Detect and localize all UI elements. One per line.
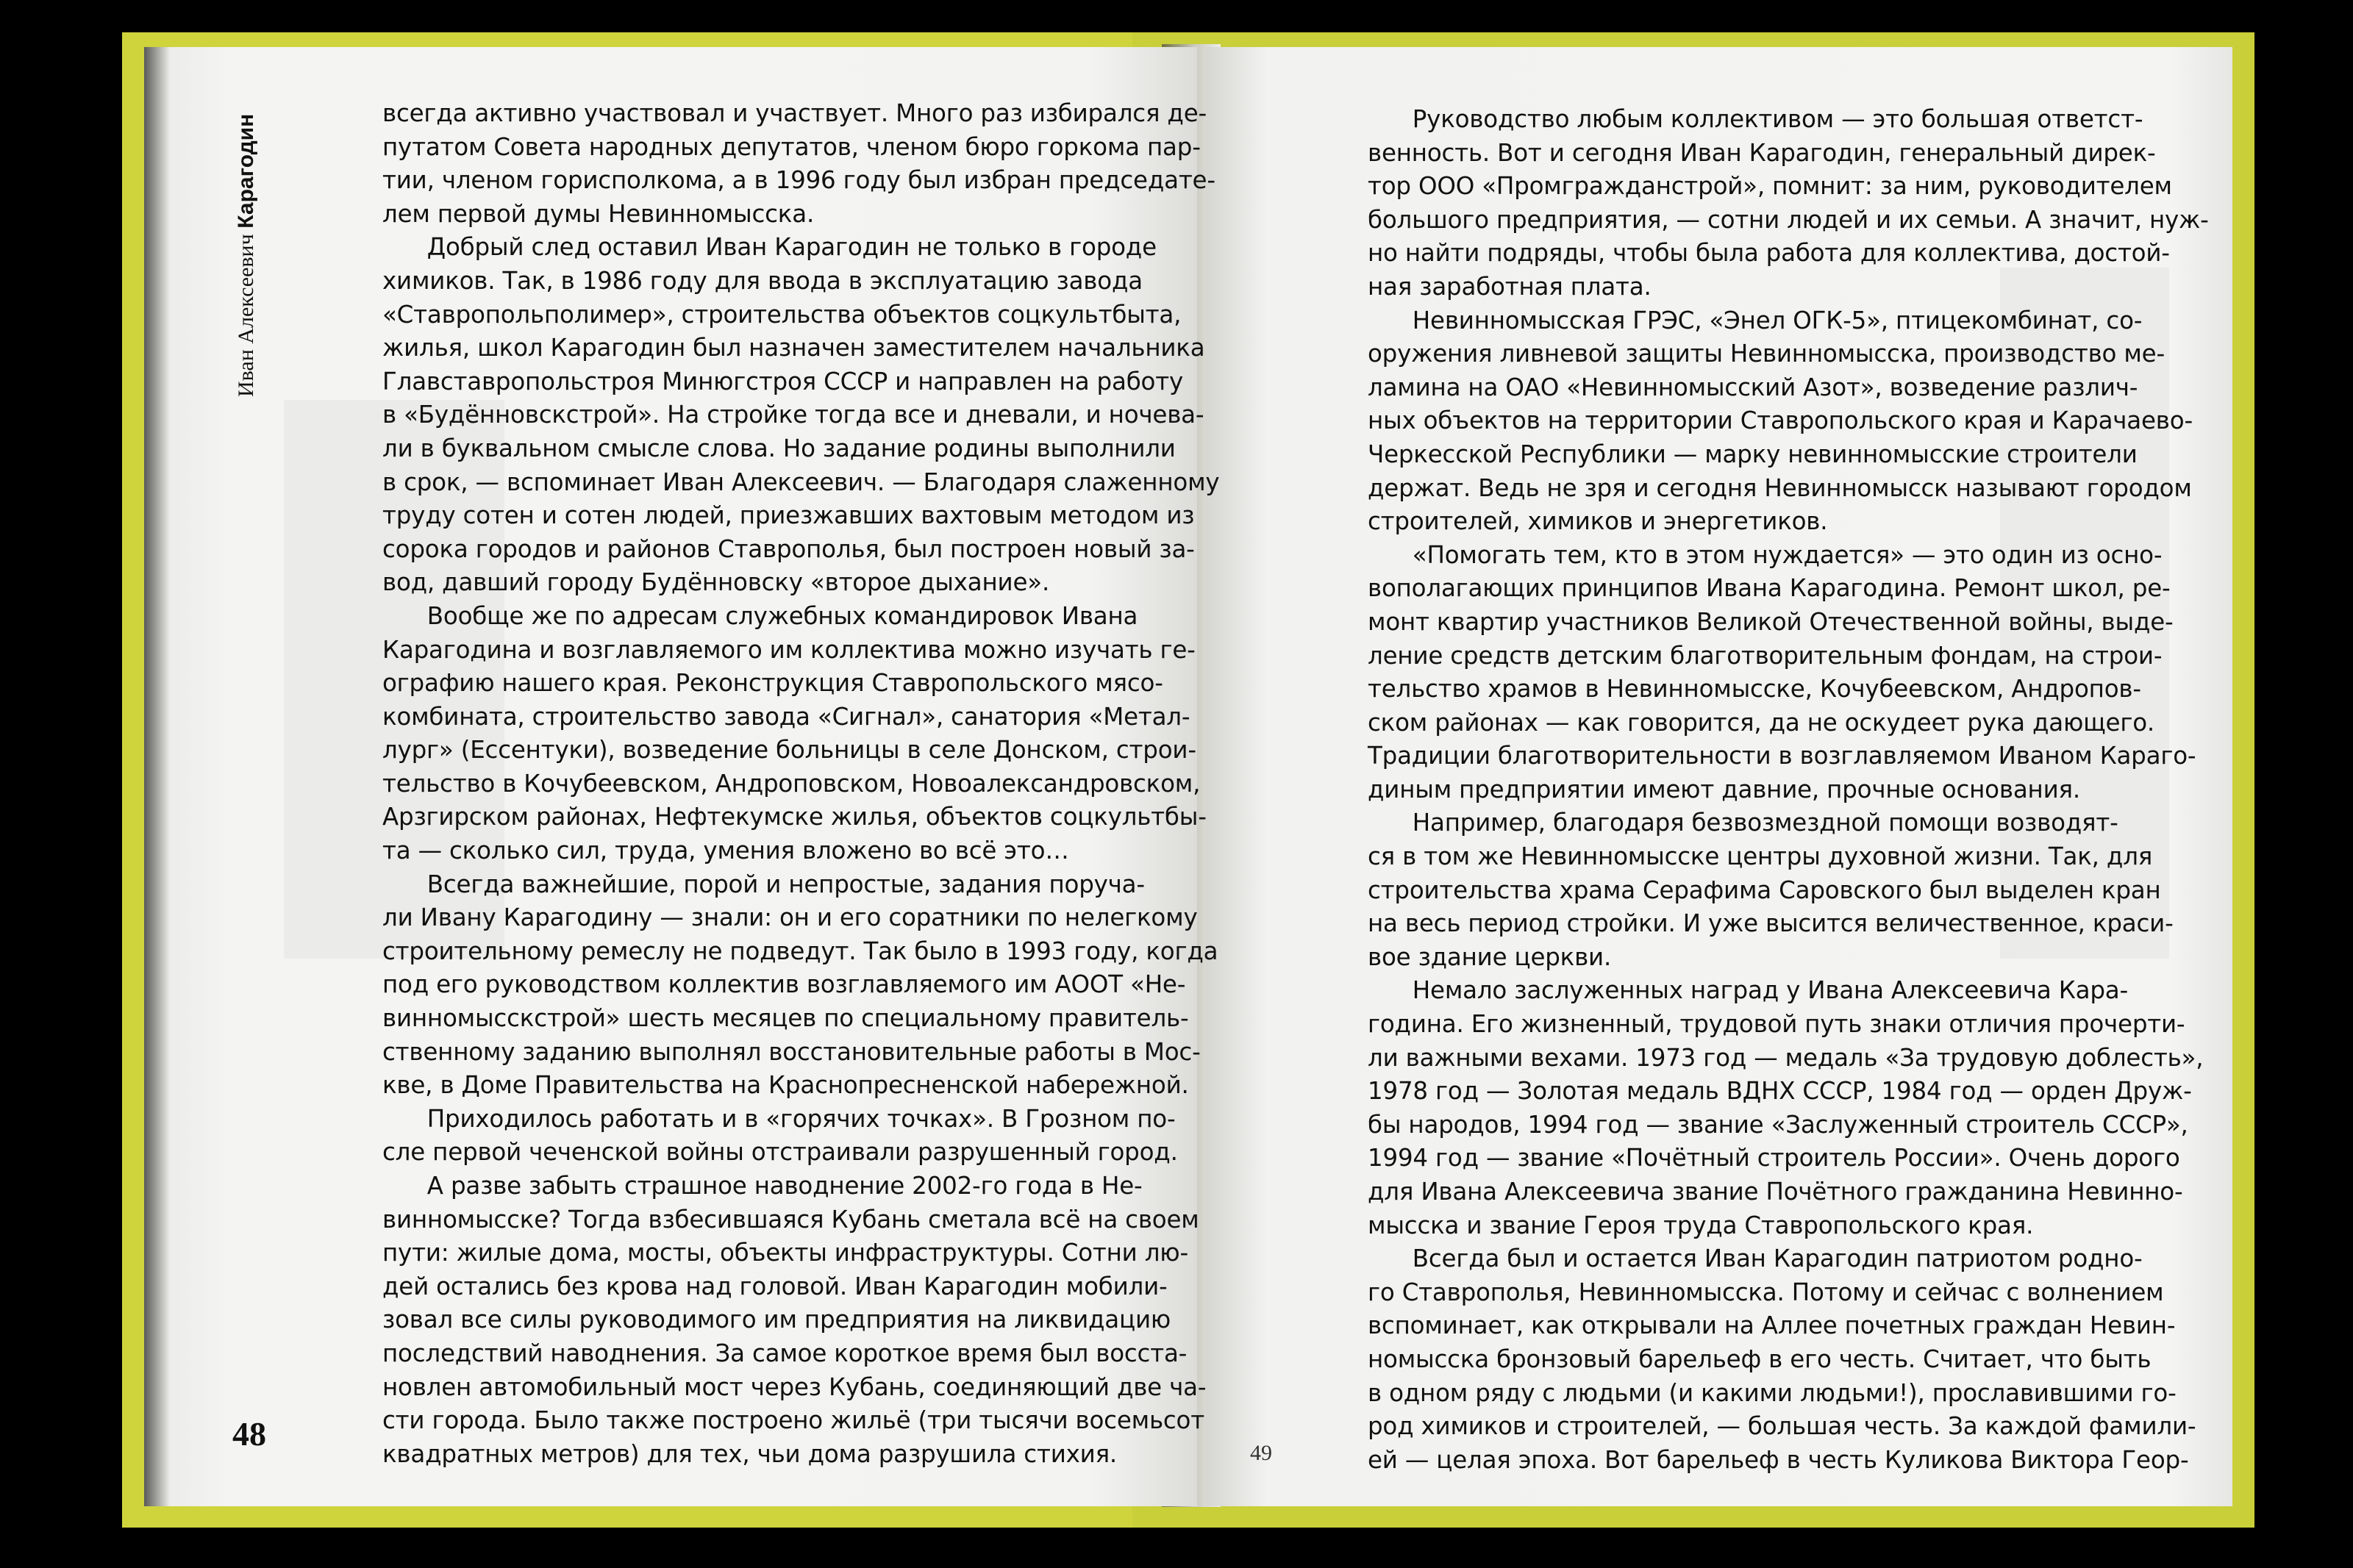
left-page-text (382, 97, 1219, 1471)
running-header (234, 114, 259, 397)
text-line: строительному ремеслу не подведут. Так было в 1993 году, когда (382, 937, 1218, 965)
text-line: большого предприятия, — сотни людей и их семьи. А значит, нуж- (1368, 205, 2209, 234)
text-line: на весь период стройки. И уже высится величественное, краси- (1368, 909, 2174, 938)
text-line: пути: жилые дома, мосты, объекты инфраструктуры. Сотни лю- (382, 1239, 1188, 1267)
text-line: в срок, — вспоминает Иван Алексеевич. — Благодаря слаженному (382, 468, 1220, 496)
text-line: ламина на ОАО «Невинномысский Азот», возведение различ- (1368, 373, 2138, 401)
text-line: жилья, школ Карагодин был назначен заместителем начальника (382, 334, 1205, 362)
text-line: Например, благодаря безвозмездной помощи возводят- (1368, 809, 2118, 837)
text-line: Черкесской Республики — марку невинномысские строители (1368, 440, 2138, 468)
header-author-surname: Карагодин (234, 113, 258, 229)
text-line: ографию нашего края. Реконструкция Ставропольского мясо- (382, 669, 1163, 698)
text-line: ли в буквальном смысле слова. Но задание родины выполнили (382, 434, 1176, 462)
text-line: тельство в Кочубеевском, Андроповском, Новоалександровском, (382, 769, 1201, 798)
text-line: ление средств детским благотворительным фондам, на строи- (1368, 641, 2163, 670)
text-line: под его руководством коллектив возглавляемого им АООТ «Не- (382, 970, 1186, 999)
text-line: последствий наводнения. За самое короткое время был восста- (382, 1339, 1188, 1367)
text-line: Вообще же по адресам служебных командировок Ивана (382, 601, 1138, 630)
text-line: оружения ливневой защиты Невинномысска, производство ме- (1368, 340, 2165, 368)
text-line: лем первой думы Невинномысска. (382, 199, 815, 228)
text-line: тор ООО «Промгражданстрой», помнит: за ним, руководителем (1368, 172, 2172, 201)
text-line: Немало заслуженных наград у Ивана Алексеевича Кара- (1368, 976, 2129, 1005)
text-line: диным предприятии имеют давние, прочные основания. (1368, 775, 2080, 803)
text-line: Руководство любым коллективом — это большая ответст- (1368, 105, 2143, 133)
right-page-text (1368, 103, 2209, 1477)
text-line: ственному заданию выполнял восстановительные работы в Мос- (382, 1037, 1201, 1066)
text-line: но найти подряды, чтобы была работа для коллектива, достой- (1368, 239, 2170, 268)
text-line: винномысскстрой» шесть месяцев по специальному правитель- (382, 1004, 1189, 1033)
left-page-edge (144, 47, 169, 1506)
text-line: зовал все силы руководимого им предприятия на ликвидацию (382, 1306, 1171, 1334)
text-line: кве, в Доме Правительства на Краснопресненской набережной. (382, 1071, 1189, 1100)
text-line: 1994 год — звание «Почётный строитель России». Очень дорого (1368, 1144, 2180, 1173)
page-number-left: 48 (232, 1415, 266, 1453)
text-line: Главставропольстроя Минюгстроя СССР и направлен на работу (382, 367, 1183, 395)
text-line: новлен автомобильный мост через Кубань, соединяющий две ча- (382, 1372, 1207, 1401)
text-line: держат. Ведь не зря и сегодня Невинномысск называют городом (1368, 473, 2192, 502)
text-line: ей — целая эпоха. Вот барельеф в честь Куликова Виктора Геор- (1368, 1445, 2189, 1474)
text-line: ском районах — как говорится, да не оскудеет рука дающего. (1368, 708, 2155, 737)
text-line: вод, давший городу Будённовску «второе дыхание». (382, 568, 1050, 597)
text-line: тии, членом горисполкома, а в 1996 году был избран председате- (382, 166, 1215, 195)
text-line: Всегда важнейшие, порой и непростые, задания поруча- (382, 870, 1145, 898)
text-line: ных объектов на территории Ставропольского края и Карачаево- (1368, 407, 2193, 435)
text-line: вое здание церкви. (1368, 942, 1612, 971)
text-line: винномысске? Тогда взбесившаяся Кубань сметала всё на своем (382, 1205, 1199, 1234)
text-line: сорока городов и районов Ставрополья, был построен новый за- (382, 534, 1195, 563)
text-line: для Ивана Алексеевича звание Почётного гражданина Невинно- (1368, 1178, 2183, 1206)
text-line: «Ставропольполимер», строительства объектов соцкультбыта, (382, 300, 1182, 329)
text-line: ся в том же Невинномысске центры духовной жизни. Так, для (1368, 842, 2153, 871)
text-line: строителей, химиков и энергетиков. (1368, 507, 1828, 536)
text-line: сле первой чеченской войны отстраивали разрушенный город. (382, 1138, 1178, 1167)
text-line: род химиков и строителей, — большая честь. За каждой фамили- (1368, 1412, 2196, 1441)
text-line: номысска бронзовый барельеф в его честь. Считает, что быть (1368, 1345, 2152, 1373)
text-line: монт квартир участников Великой Отечественной войны, выде- (1368, 607, 2174, 636)
text-line: А разве забыть страшное наводнение 2002-го года в Не- (382, 1172, 1143, 1200)
text-line: комбината, строительство завода «Сигнал», санатория «Метал- (382, 702, 1190, 731)
text-line: тельство храмов в Невинномысске, Кочубеевском, Андропов- (1368, 675, 2141, 704)
text-line: ная заработная плата. (1368, 272, 1652, 301)
text-line: вспоминает, как открывали на Аллее почетных граждан Невин- (1368, 1311, 2176, 1340)
text-line: химиков. Так, в 1986 году для ввода в эксплуатацию завода (382, 266, 1143, 295)
text-line: «Помогать тем, кто в этом нуждается» — это один из осно- (1368, 540, 2163, 569)
text-line: Приходилось работать и в «горячих точках». В Грозном по- (382, 1104, 1176, 1133)
text-line: година. Его жизненный, трудовой путь знаки отличия прочерти- (1368, 1010, 2185, 1039)
text-line: мысска и звание Героя труда Ставропольского края. (1368, 1211, 2034, 1239)
text-line: сти города. Было также построено жильё (три тысячи восемьсот (382, 1406, 1204, 1435)
text-line: Всегда был и остается Иван Карагодин патриотом родно- (1368, 1245, 2143, 1273)
text-line: ли важными вехами. 1973 год — медаль «За трудовую доблесть», (1368, 1043, 2204, 1072)
text-line: та — сколько сил, труда, умения вложено во всё это… (382, 837, 1069, 865)
page-number-right: 49 (1250, 1441, 1272, 1465)
text-line: лург» (Ессентуки), возведение больницы в селе Донском, строи- (382, 736, 1196, 765)
text-line: вополагающих принципов Ивана Карагодина. Ремонт школ, ре- (1368, 574, 2171, 603)
text-line: строительства храма Серафима Саровского был выделен кран (1368, 876, 2161, 904)
text-line: го Ставрополья, Невинномысска. Потому и сейчас с волнением (1368, 1278, 2164, 1306)
text-line: труду сотен и сотен людей, приезжавших вахтовым методом из (382, 501, 1195, 530)
text-line: дей остались без крова над головой. Иван Карагодин мобили- (382, 1272, 1168, 1300)
text-line: в одном ряду с людьми (и какими людьми!), прославившими го- (1368, 1378, 2177, 1407)
text-line: Невинномысская ГРЭС, «Энел ОГК-5», птицекомбинат, со- (1368, 306, 2143, 334)
text-line: бы народов, 1994 год — звание «Заслуженный строитель СССР», (1368, 1110, 2188, 1139)
text-line: венность. Вот и сегодня Иван Карагодин, генеральный дирек- (1368, 138, 2156, 167)
text-line: 1978 год — Золотая медаль ВДНХ СССР, 1984 год — орден Друж- (1368, 1077, 2192, 1106)
header-author-name: Иван Алексеевич (234, 234, 258, 397)
text-line: квадратных метров) для тех, чьи дома разрушила стихия. (382, 1439, 1118, 1468)
text-line: в «Будённовскстрой». На стройке тогда все и дневали, и ночева- (382, 401, 1204, 429)
text-line: Арзгирском районах, Нефтекумске жилья, объектов соцкультбы- (382, 803, 1207, 831)
text-line: Добрый след оставил Иван Карагодин не только в городе (382, 233, 1157, 262)
text-line: Традиции благотворительности в возглавляемом Иваном Караго- (1368, 742, 2196, 770)
text-line: всегда активно участвовал и участвует. Много раз избирался де- (382, 99, 1207, 127)
text-line: Карагодина и возглавляемого им коллектива можно изучать ге- (382, 635, 1196, 664)
text-line: путатом Совета народных депутатов, членом бюро горкома пар- (382, 132, 1201, 161)
text-line: ли Ивану Карагодину — знали: он и его соратники по нелегкому (382, 903, 1198, 932)
